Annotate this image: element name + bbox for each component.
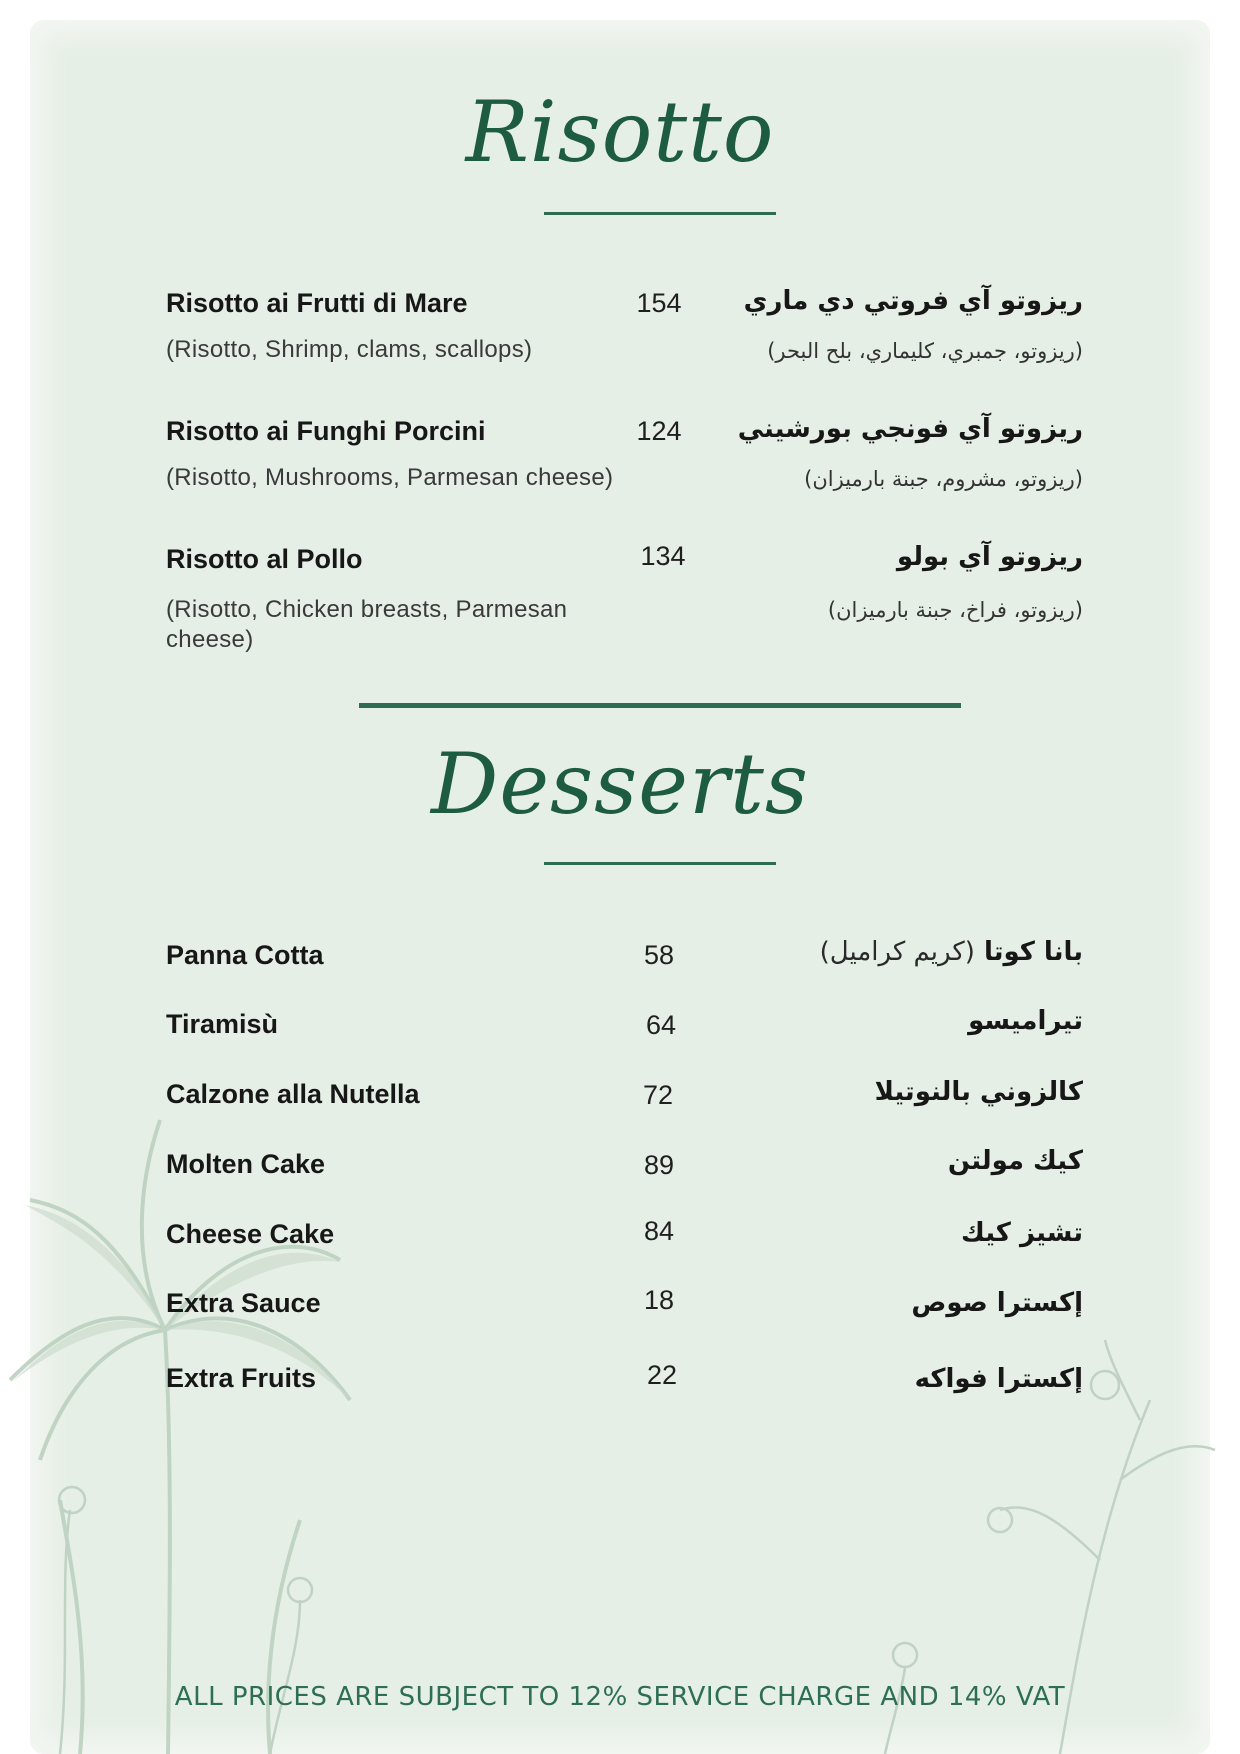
item-name: Extra Sauce <box>166 1288 321 1318</box>
section-divider <box>359 703 961 708</box>
desserts-section-title: Desserts <box>430 735 809 833</box>
item-name-arabic: ريزوتو آي فروتي دي ماري <box>743 286 1083 316</box>
item-name-arabic <box>820 937 1083 967</box>
item-price: 84 <box>643 1216 675 1246</box>
item-name-arabic: كالزوني بالنوتيلا <box>874 1077 1083 1107</box>
item-price: 154 <box>636 288 682 318</box>
item-price: 72 <box>642 1080 674 1110</box>
item-name: Risotto al Pollo <box>166 544 363 574</box>
item-name: Extra Fruits <box>166 1363 317 1393</box>
item-name-arabic: إكسترا فواكه <box>914 1364 1083 1394</box>
item-name: Molten Cake <box>166 1149 326 1179</box>
item-name-arabic-note: (كريم كراميل) <box>819 937 975 967</box>
item-name: Risotto ai Frutti di Mare <box>166 288 468 318</box>
item-name: Tiramisù <box>166 1009 279 1039</box>
item-price: 134 <box>640 541 686 571</box>
tax-notice-footer: ALL PRICES ARE SUBJECT TO 12% SERVICE CHARGE AND 14% VAT <box>174 1682 1066 1712</box>
item-price: 58 <box>643 940 675 970</box>
item-price: 64 <box>645 1010 677 1040</box>
desserts-title-underline <box>544 862 776 865</box>
item-price: 22 <box>646 1360 678 1390</box>
item-description: (Risotto, Shrimp, clams, scallops) <box>166 336 533 363</box>
item-name: Panna Cotta <box>166 940 324 970</box>
item-name: Risotto ai Funghi Porcini <box>166 416 486 446</box>
item-price: 124 <box>636 416 682 446</box>
item-name-arabic: ريزوتو آي فونجي بورشيني <box>737 414 1083 444</box>
item-description-arabic: (ريزوتو، مشروم، جبنة بارميزان) <box>804 467 1083 491</box>
item-name-arabic: إكسترا صوص <box>911 1288 1083 1318</box>
item-name: Cheese Cake <box>166 1219 335 1249</box>
item-name-arabic: كيك مولتن <box>947 1146 1083 1176</box>
item-price: 89 <box>643 1150 675 1180</box>
item-price: 18 <box>643 1285 675 1315</box>
item-name-arabic: تشيز كيك <box>960 1218 1083 1248</box>
item-name-arabic: تيراميسو <box>968 1006 1083 1036</box>
item-name: Calzone alla Nutella <box>166 1079 420 1109</box>
item-description-arabic: (ريزوتو، فراخ، جبنة بارميزان) <box>827 598 1083 622</box>
risotto-title-underline <box>544 212 776 215</box>
item-name-arabic: ريزوتو آي بولو <box>896 542 1083 572</box>
item-description: (Risotto, Chicken breasts, Parmesan cheese) <box>166 596 568 653</box>
item-description-arabic: (ريزوتو، جمبري، كليماري، بلح البحر) <box>767 339 1083 363</box>
item-description: (Risotto, Mushrooms, Parmesan cheese) <box>166 464 614 491</box>
item-name-arabic-main: بانا كوتا <box>983 937 1083 967</box>
risotto-section-title: Risotto <box>465 83 775 181</box>
